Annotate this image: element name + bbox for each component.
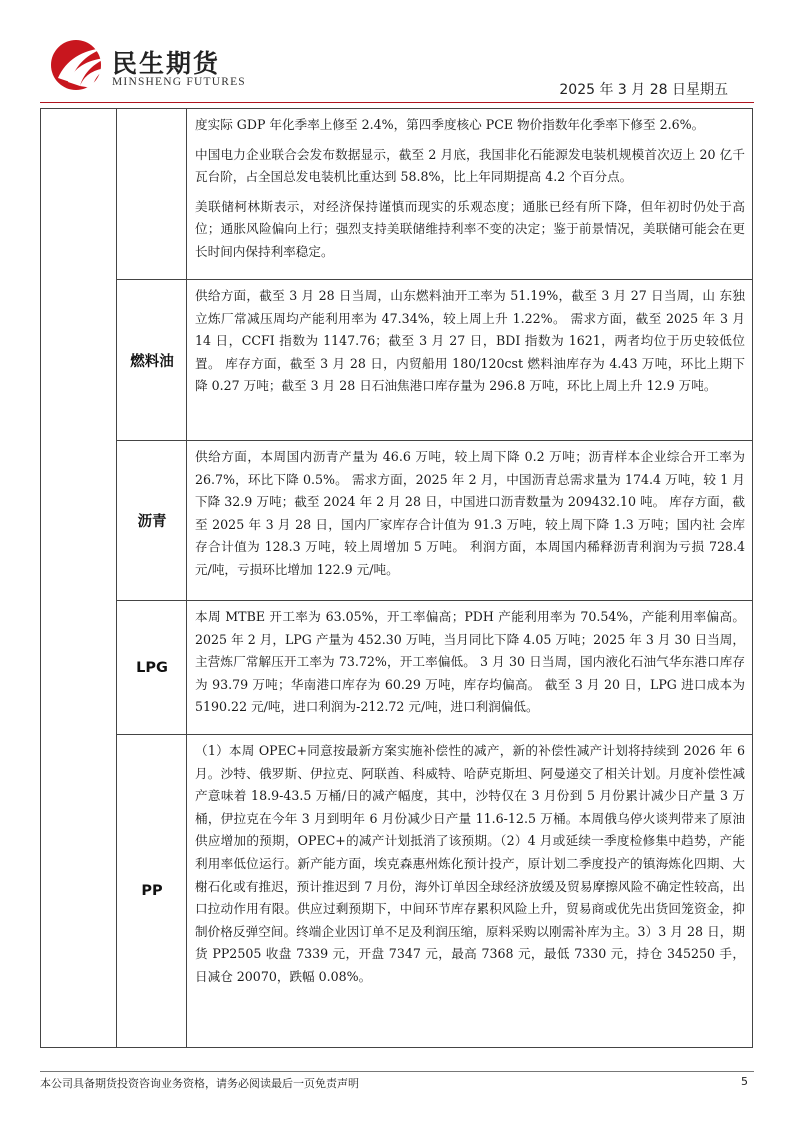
- row-label-fuel-oil: 燃料油: [117, 280, 187, 441]
- paragraph: （1）本周 OPEC+同意按最新方案实施补偿性的减产，新的补偿性减产计划将持续到 2026 年 6 月。沙特、俄罗斯、伊拉克、阿联酋、科威特、哈萨克斯坦、阿曼递交了相关计划。月度补偿性减产意味着 18.9-43.5 万桶/日的减产幅度，其中，沙特仅在 3 月份到 5 月份累计减少日产量 3 万桶，伊拉克在今年 3 月到明年 6 月份减少日产量 11.6-12.5 万桶。本周俄乌停火谈判带来了原油供应增加的预期，OPEC+的减产计划抵消了该预期。（2）4 月或延续一季度检修集中趋势，产能利用率低位运行。新产能方面，埃克森惠州炼化预计投产，原计划二季度投产的镇海炼化四期、大榭石化或有推迟，预计推迟到 7 月份，海外订单因全球经济放缓及贸易摩擦风险不确定性较高，出口拉动作用有限。供应过剩预期下，中间环节库存累积风险上升，贸易商或优先出货回笼资金，抑制价格反弹空间。终端企业因订单不足及利润压缩，原料采购以刚需补库为主。3）3 月 28 日，期货 PP2505 收盘 7339 元，开盘 7347 元，最高 7368 元，最低 7330 元，持仓 345250 手，日减仓 20070，跌幅 0.08%。: [195, 743, 745, 984]
- table-row-macro: [187, 109, 753, 280]
- table-row-asphalt: [187, 441, 753, 601]
- table-row-lpg: [187, 601, 753, 735]
- table-row-pp: [187, 735, 753, 1047]
- row-content: [187, 109, 753, 264]
- brand-name-english: MINSHENG FUTURES: [112, 76, 246, 88]
- disclaimer-text: 本公司具备期货投资咨询业务资格，请务必阅读最后一页免责声明: [40, 1077, 359, 1090]
- brand-name: 民生期货: [112, 49, 221, 78]
- row-content: [187, 601, 753, 719]
- page-footer: [40, 1075, 754, 1091]
- header-divider: [40, 102, 754, 103]
- page-header: [0, 0, 794, 108]
- paragraph: 中国电力企业联合会发布数据显示，截至 2 月底，我国非化石能源发电装机规模首次迈上 20 亿千瓦台阶，占全国总发电装机比重达到 58.8%，比上年同期提高 4.2 个百分点。: [195, 146, 745, 185]
- row-label-pp: PP: [141, 883, 163, 899]
- row-content: [187, 735, 753, 989]
- minsheng-logo-icon: [48, 38, 108, 92]
- row-label-lpg: LPG: [117, 601, 187, 735]
- category-column: [41, 109, 117, 1047]
- row-label-asphalt: 沥青: [117, 441, 187, 601]
- paragraph: 度实际 GDP 年化季率上修至 2.4%，第四季度核心 PCE 物价指数年化季率下修至 2.6%。: [195, 117, 705, 132]
- commodity-table: [40, 108, 753, 1048]
- paragraph: 美联储柯林斯表示，对经济保持谨慎而现实的乐观态度；通胀已经有所下降，但年初时仍处于高位；通胀风险偏向上行；强烈支持美联储维持利率不变的决定；鉴于前景情况，美联储可能会在更长时间内保持利率稳定。: [195, 198, 745, 259]
- row-content: [187, 441, 753, 582]
- row-label-continuation: [117, 109, 187, 280]
- paragraph: 供给方面，截至 3 月 28 日当周，山东燃料油开工率为 51.19%，截至 3 月 27 日当周，山 东独立炼厂常减压周均产能利用率为 47.34%，较上周上升 1.22%。 需求方面，截至 2025 年 3 月 14 日，CCFI 指数为 1147.76；截至 3 月 27 日，BDI 指数为 1621，两者均位于历史较低位置。 库存方面，截至 3 月 28 日，内贸船用 180/120cst 燃料油库存为 4.43 万吨，环比上期下 降 0.27 万吨；截至 3 月 28 日石油焦港口库存量为 296.8 万吨，环比上周上升 12.9 万吨。: [195, 288, 745, 394]
- paragraph: 供给方面，本周国内沥青产量为 46.6 万吨，较上周下降 0.2 万吨；沥青样本企业综合开工率为 26.7%，环比下降 0.5%。 需求方面，2025 年 2 月，中国沥青总需求量为 174.4 万吨，较 1 月下降 32.9 万吨；截至 2024 年 2 月 28 日，中国进口沥青数量为 209432.10 吨。 库存方面，截至 2025 年 3 月 28 日，国内厂家库存合计值为 91.3 万吨，较上周下降 1.3 万吨；国内社 会库存合计值为 128.3 万吨，较上周增加 5 万吨。 利润方面，本周国内稀释沥青利润为亏损 728.4 元/吨，亏损环比增加 122.9 元/吨。: [195, 449, 745, 577]
- page-number: 5: [741, 1075, 748, 1088]
- table-row-fuel-oil: [187, 280, 753, 441]
- paragraph: 本周 MTBE 开工率为 63.05%，开工率偏高；PDH 产能利用率为 70.54%，产能利用率偏高。 2025 年 2 月，LPG 产量为 452.30 万吨，当月同比下降 4.05 万吨；2025 年 3 月 30 日当周，主营炼厂常解压开工率为 73.72%，开工率偏低。 3 月 30 日当周，国内液化石油气华东港口库存为 93.79 万吨；华南港口库存为 60.29 万吨，库存均偏高。 截至 3 月 20 日，LPG 进口成本为 5190.22 元/吨，进口利润为-212.72 元/吨，进口利润偏低。: [195, 609, 745, 715]
- report-date: 2025 年 3 月 28 日星期五: [559, 82, 728, 98]
- row-content: [187, 280, 753, 398]
- footer-divider: [40, 1071, 754, 1072]
